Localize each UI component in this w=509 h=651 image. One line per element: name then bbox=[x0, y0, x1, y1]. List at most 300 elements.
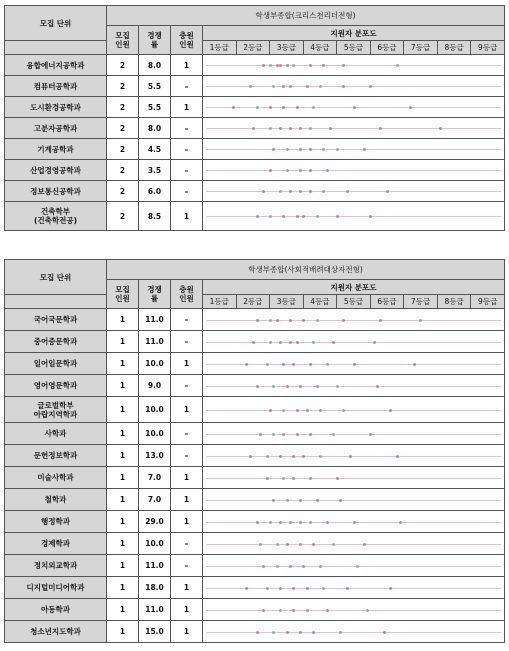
applicant-dot bbox=[373, 341, 376, 344]
ratio-cell: 7.0 bbox=[139, 489, 171, 511]
applicant-dot bbox=[269, 409, 272, 412]
applicant-distribution bbox=[203, 202, 505, 231]
applicant-dot bbox=[269, 319, 272, 322]
grade-header-3: 3등급 bbox=[270, 295, 304, 309]
applicant-dot bbox=[306, 587, 309, 590]
applicant-dot bbox=[299, 127, 302, 130]
extra-cell: 1 bbox=[171, 55, 203, 76]
applicant-dot bbox=[379, 127, 382, 130]
department-name: 컴퓨터공학과 bbox=[5, 76, 107, 97]
applicant-dot bbox=[336, 148, 339, 151]
applicant-dot bbox=[369, 433, 372, 436]
grade-header-4: 4등급 bbox=[303, 295, 337, 309]
grade-header-8: 8등급 bbox=[437, 295, 471, 309]
applicant-dot bbox=[262, 190, 265, 193]
quota-cell: 1 bbox=[107, 423, 139, 445]
applicant-dot bbox=[272, 631, 275, 634]
quota-cell: 1 bbox=[107, 353, 139, 375]
applicant-dot bbox=[292, 64, 295, 67]
applicant-dot bbox=[286, 631, 289, 634]
applicant-dot bbox=[269, 106, 272, 109]
applicant-dot bbox=[249, 85, 252, 88]
quota-cell: 1 bbox=[107, 533, 139, 555]
extra-cell: – bbox=[171, 118, 203, 139]
applicant-dot bbox=[349, 455, 352, 458]
ratio-header bbox=[139, 26, 171, 55]
applicant-dot bbox=[413, 363, 416, 366]
applicant-dot bbox=[282, 215, 285, 218]
applicant-dot bbox=[252, 341, 255, 344]
distribution-header: 지원자 분포도 bbox=[203, 280, 505, 295]
extra-cell: 1 bbox=[171, 202, 203, 231]
extra-cell: – bbox=[171, 160, 203, 181]
table-row bbox=[5, 555, 505, 577]
ratio-cell: 11.0 bbox=[139, 555, 171, 577]
department-name: 문헌정보학과 bbox=[5, 445, 107, 467]
distribution-baseline bbox=[206, 128, 501, 129]
applicant-dot bbox=[299, 385, 302, 388]
applicant-dot bbox=[316, 215, 319, 218]
distribution-baseline bbox=[206, 170, 501, 171]
applicant-dot bbox=[256, 106, 259, 109]
quota-cell: 2 bbox=[107, 202, 139, 231]
applicant-distribution bbox=[203, 309, 505, 331]
applicant-dot bbox=[266, 587, 269, 590]
ratio-cell: 11.0 bbox=[139, 309, 171, 331]
ratio-cell: 9.0 bbox=[139, 375, 171, 397]
department-name: 고분자공학과 bbox=[5, 118, 107, 139]
grade-header-2: 2등급 bbox=[236, 41, 270, 55]
applicant-dot bbox=[289, 190, 292, 193]
applicant-dot bbox=[289, 565, 292, 568]
applicant-dot bbox=[319, 455, 322, 458]
ratio-cell: 11.0 bbox=[139, 599, 171, 621]
unit-header-spacer bbox=[5, 41, 107, 55]
unit-header-spacer bbox=[5, 295, 107, 309]
applicant-dot bbox=[383, 631, 386, 634]
table-row bbox=[5, 139, 505, 160]
applicant-dot bbox=[326, 169, 329, 172]
applicant-dot bbox=[286, 385, 289, 388]
applicant-distribution bbox=[203, 118, 505, 139]
applicant-dot bbox=[282, 433, 285, 436]
grade-header-1: 1등급 bbox=[203, 41, 237, 55]
applicant-dot bbox=[256, 521, 259, 524]
table-row bbox=[5, 423, 505, 445]
applicant-distribution bbox=[203, 467, 505, 489]
applicant-dot bbox=[299, 499, 302, 502]
distribution-baseline bbox=[206, 544, 501, 545]
quota-cell: 1 bbox=[107, 489, 139, 511]
quota-cell: 1 bbox=[107, 445, 139, 467]
quota-cell: 2 bbox=[107, 97, 139, 118]
table-row bbox=[5, 489, 505, 511]
extra-header-label: 충원 인원 bbox=[179, 285, 194, 303]
applicant-dot bbox=[309, 127, 312, 130]
applicant-dot bbox=[319, 409, 322, 412]
quota-cell: 2 bbox=[107, 181, 139, 202]
department-name: 행정학과 bbox=[5, 511, 107, 533]
extra-cell: 1 bbox=[171, 97, 203, 118]
applicant-dot bbox=[353, 521, 356, 524]
ratio-cell: 5.5 bbox=[139, 97, 171, 118]
quota-cell: 1 bbox=[107, 309, 139, 331]
applicant-dot bbox=[369, 215, 372, 218]
applicant-dot bbox=[296, 106, 299, 109]
extra-cell: – bbox=[171, 309, 203, 331]
applicant-dot bbox=[266, 363, 269, 366]
applicant-distribution bbox=[203, 97, 505, 118]
ratio-header bbox=[139, 280, 171, 309]
applicant-distribution bbox=[203, 599, 505, 621]
grade-header-7: 7등급 bbox=[404, 41, 438, 55]
department-name: 정보통신공학과 bbox=[5, 181, 107, 202]
table-row bbox=[5, 76, 505, 97]
applicant-dot bbox=[409, 106, 412, 109]
applicant-dot bbox=[259, 433, 262, 436]
applicant-dot bbox=[356, 565, 359, 568]
extra-header bbox=[171, 280, 203, 309]
ratio-cell: 15.0 bbox=[139, 621, 171, 643]
applicant-dot bbox=[282, 477, 285, 480]
distribution-header: 지원자 분포도 bbox=[203, 26, 505, 41]
extra-cell: 1 bbox=[171, 577, 203, 599]
applicant-dot bbox=[292, 609, 295, 612]
applicant-dot bbox=[249, 455, 252, 458]
extra-cell: 1 bbox=[171, 489, 203, 511]
applicant-dot bbox=[302, 215, 305, 218]
applicant-dot bbox=[299, 169, 302, 172]
applicant-dot bbox=[329, 127, 332, 130]
extra-cell: – bbox=[171, 533, 203, 555]
applicant-dot bbox=[279, 341, 282, 344]
distribution-baseline bbox=[206, 566, 501, 567]
applicant-dot bbox=[353, 363, 356, 366]
applicant-distribution bbox=[203, 375, 505, 397]
department-name: 미술사학과 bbox=[5, 467, 107, 489]
applicant-dot bbox=[322, 148, 325, 151]
applicant-dot bbox=[292, 363, 295, 366]
applicant-dot bbox=[279, 587, 282, 590]
applicant-dot bbox=[309, 190, 312, 193]
ratio-cell: 8.0 bbox=[139, 118, 171, 139]
extra-cell: – bbox=[171, 445, 203, 467]
applicant-dot bbox=[309, 148, 312, 151]
applicant-distribution bbox=[203, 489, 505, 511]
distribution-baseline bbox=[206, 65, 501, 66]
applicant-dot bbox=[252, 127, 255, 130]
ratio-cell: 10.0 bbox=[139, 397, 171, 423]
unit-header: 모집 단위 bbox=[5, 260, 107, 295]
distribution-baseline bbox=[206, 478, 501, 479]
applicant-distribution bbox=[203, 139, 505, 160]
table-row bbox=[5, 353, 505, 375]
extra-cell: – bbox=[171, 181, 203, 202]
applicant-dot bbox=[256, 319, 259, 322]
applicant-dot bbox=[309, 433, 312, 436]
applicant-dot bbox=[299, 631, 302, 634]
unit-header: 모집 단위 bbox=[5, 6, 107, 41]
extra-cell: – bbox=[171, 423, 203, 445]
table-row bbox=[5, 118, 505, 139]
department-name: 국어국문학과 bbox=[5, 309, 107, 331]
applicant-dot bbox=[279, 455, 282, 458]
distribution-baseline bbox=[206, 320, 501, 321]
extra-cell: 1 bbox=[171, 599, 203, 621]
applicant-dot bbox=[289, 319, 292, 322]
ratio-cell: 4.5 bbox=[139, 139, 171, 160]
applicant-dot bbox=[279, 521, 282, 524]
table-title: 학생부종합(사회적배려대상자전형) bbox=[107, 260, 505, 280]
department-name: 청소년지도학과 bbox=[5, 621, 107, 643]
applicant-distribution bbox=[203, 423, 505, 445]
quota-header bbox=[107, 280, 139, 309]
applicant-dot bbox=[336, 385, 339, 388]
applicant-dot bbox=[396, 455, 399, 458]
table-row bbox=[5, 599, 505, 621]
applicant-dot bbox=[309, 363, 312, 366]
applicant-dot bbox=[292, 455, 295, 458]
table-row bbox=[5, 375, 505, 397]
applicant-dot bbox=[279, 127, 282, 130]
ratio-cell: 13.0 bbox=[139, 445, 171, 467]
table-row bbox=[5, 467, 505, 489]
applicant-dot bbox=[286, 169, 289, 172]
grade-header-6: 6등급 bbox=[370, 295, 404, 309]
applicant-dot bbox=[269, 341, 272, 344]
applicant-dot bbox=[289, 341, 292, 344]
quota-header-label: 모집 인원 bbox=[115, 285, 130, 303]
applicant-dot bbox=[399, 521, 402, 524]
applicant-dot bbox=[316, 385, 319, 388]
applicant-dot bbox=[326, 363, 329, 366]
distribution-baseline bbox=[206, 500, 501, 501]
distribution-baseline bbox=[206, 410, 501, 411]
quota-cell: 1 bbox=[107, 467, 139, 489]
applicant-dot bbox=[286, 148, 289, 151]
grade-header-5: 5등급 bbox=[337, 41, 371, 55]
department-name: 정치외교학과 bbox=[5, 555, 107, 577]
applicant-dot bbox=[296, 433, 299, 436]
applicant-dot bbox=[312, 106, 315, 109]
applicant-dot bbox=[266, 477, 269, 480]
applicant-dot bbox=[286, 499, 289, 502]
applicant-dot bbox=[296, 409, 299, 412]
applicant-distribution bbox=[203, 55, 505, 76]
applicant-dot bbox=[262, 64, 265, 67]
applicant-dot bbox=[309, 521, 312, 524]
applicant-dot bbox=[306, 85, 309, 88]
extra-cell: – bbox=[171, 375, 203, 397]
distribution-baseline bbox=[206, 191, 501, 192]
applicant-dot bbox=[386, 190, 389, 193]
applicant-distribution bbox=[203, 577, 505, 599]
department-name: 기계공학과 bbox=[5, 139, 107, 160]
table-row bbox=[5, 621, 505, 643]
applicant-dot bbox=[289, 521, 292, 524]
applicant-dot bbox=[363, 148, 366, 151]
table-title: 학생부종합(크리스천리더전형) bbox=[107, 6, 505, 26]
applicant-distribution bbox=[203, 160, 505, 181]
applicant-dot bbox=[296, 341, 299, 344]
applicant-dot bbox=[322, 64, 325, 67]
grade-header-6: 6등급 bbox=[370, 41, 404, 55]
quota-cell: 2 bbox=[107, 55, 139, 76]
applicant-dot bbox=[276, 565, 279, 568]
applicant-dot bbox=[292, 587, 295, 590]
applicant-dot bbox=[269, 521, 272, 524]
quota-cell: 2 bbox=[107, 118, 139, 139]
distribution-baseline bbox=[206, 632, 501, 633]
applicant-distribution bbox=[203, 621, 505, 643]
applicant-distribution bbox=[203, 181, 505, 202]
applicant-dot bbox=[272, 148, 275, 151]
extra-cell: – bbox=[171, 139, 203, 160]
applicant-distribution bbox=[203, 511, 505, 533]
quota-cell: 1 bbox=[107, 599, 139, 621]
quota-cell: 1 bbox=[107, 331, 139, 353]
quota-cell: 1 bbox=[107, 577, 139, 599]
table-row bbox=[5, 331, 505, 353]
applicant-distribution bbox=[203, 533, 505, 555]
applicant-dot bbox=[299, 543, 302, 546]
applicant-dot bbox=[289, 85, 292, 88]
applicant-dot bbox=[272, 499, 275, 502]
grade-header-5: 5등급 bbox=[337, 295, 371, 309]
department-name: 사학과 bbox=[5, 423, 107, 445]
quota-cell: 2 bbox=[107, 160, 139, 181]
applicant-dot bbox=[279, 609, 282, 612]
department-name: 디지털미디어학과 bbox=[5, 577, 107, 599]
ratio-cell: 10.0 bbox=[139, 353, 171, 375]
applicant-dot bbox=[256, 215, 259, 218]
admission-table-social-consideration bbox=[4, 259, 505, 643]
applicant-distribution bbox=[203, 331, 505, 353]
department-name: 중어중문학과 bbox=[5, 331, 107, 353]
applicant-dot bbox=[282, 409, 285, 412]
quota-cell: 1 bbox=[107, 511, 139, 533]
ratio-cell: 7.0 bbox=[139, 467, 171, 489]
applicant-dot bbox=[282, 85, 285, 88]
applicant-dot bbox=[309, 477, 312, 480]
applicant-dot bbox=[299, 521, 302, 524]
applicant-dot bbox=[269, 127, 272, 130]
quota-cell: 1 bbox=[107, 555, 139, 577]
ratio-cell: 8.0 bbox=[139, 55, 171, 76]
applicant-dot bbox=[339, 499, 342, 502]
table-row bbox=[5, 397, 505, 423]
quota-cell: 2 bbox=[107, 76, 139, 97]
applicant-dot bbox=[276, 319, 279, 322]
department-name: 영어영문학과 bbox=[5, 375, 107, 397]
applicant-dot bbox=[316, 319, 319, 322]
table-row bbox=[5, 181, 505, 202]
applicant-dot bbox=[276, 543, 279, 546]
distribution-baseline bbox=[206, 386, 501, 387]
table-row bbox=[5, 55, 505, 76]
applicant-dot bbox=[389, 409, 392, 412]
grade-header-8: 8등급 bbox=[437, 41, 471, 55]
applicant-dot bbox=[396, 64, 399, 67]
quota-header bbox=[107, 26, 139, 55]
applicant-dot bbox=[269, 215, 272, 218]
applicant-dot bbox=[256, 385, 259, 388]
table-row bbox=[5, 97, 505, 118]
ratio-cell: 29.0 bbox=[139, 511, 171, 533]
applicant-distribution bbox=[203, 397, 505, 423]
table-row bbox=[5, 160, 505, 181]
grade-header-4: 4등급 bbox=[303, 41, 337, 55]
department-name: 산업경영공학과 bbox=[5, 160, 107, 181]
grade-header-3: 3등급 bbox=[270, 41, 304, 55]
ratio-header-label: 경쟁 률 bbox=[147, 285, 162, 303]
admission-table-christian-leader bbox=[4, 5, 505, 231]
department-name: 융합에너지공학과 bbox=[5, 55, 107, 76]
ratio-cell: 8.5 bbox=[139, 202, 171, 231]
extra-cell: – bbox=[171, 331, 203, 353]
applicant-dot bbox=[286, 543, 289, 546]
applicant-dot bbox=[353, 106, 356, 109]
applicant-dot bbox=[326, 521, 329, 524]
extra-cell: 1 bbox=[171, 397, 203, 423]
applicant-dot bbox=[302, 565, 305, 568]
extra-cell: 1 bbox=[171, 621, 203, 643]
department-name: 철학과 bbox=[5, 489, 107, 511]
distribution-baseline bbox=[206, 588, 501, 589]
applicant-dot bbox=[389, 587, 392, 590]
ratio-cell: 18.0 bbox=[139, 577, 171, 599]
applicant-dot bbox=[269, 169, 272, 172]
applicant-dot bbox=[266, 455, 269, 458]
applicant-dot bbox=[363, 543, 366, 546]
applicant-dot bbox=[269, 64, 272, 67]
department-name: 글로벌학부 아랍지역학과 bbox=[5, 397, 107, 423]
applicant-dot bbox=[339, 631, 342, 634]
applicant-dot bbox=[272, 385, 275, 388]
applicant-dot bbox=[319, 85, 322, 88]
applicant-dot bbox=[319, 565, 322, 568]
grade-header-9: 9등급 bbox=[471, 41, 505, 55]
distribution-baseline bbox=[206, 342, 501, 343]
department-name: 경제학과 bbox=[5, 533, 107, 555]
applicant-dot bbox=[322, 190, 325, 193]
distribution-baseline bbox=[206, 434, 501, 435]
distribution-baseline bbox=[206, 216, 501, 217]
quota-header-label: 모집 인원 bbox=[115, 31, 130, 49]
extra-cell: 1 bbox=[171, 511, 203, 533]
applicant-dot bbox=[282, 106, 285, 109]
grade-header-2: 2등급 bbox=[236, 295, 270, 309]
ratio-cell: 5.5 bbox=[139, 76, 171, 97]
applicant-dot bbox=[346, 190, 349, 193]
ratio-cell: 10.0 bbox=[139, 533, 171, 555]
table-row bbox=[5, 309, 505, 331]
applicant-dot bbox=[296, 215, 299, 218]
applicant-dot bbox=[306, 409, 309, 412]
ratio-cell: 6.0 bbox=[139, 181, 171, 202]
grade-header-1: 1등급 bbox=[203, 295, 237, 309]
applicant-dot bbox=[279, 64, 282, 67]
applicant-dot bbox=[299, 190, 302, 193]
department-name: 아동학과 bbox=[5, 599, 107, 621]
ratio-cell: 3.5 bbox=[139, 160, 171, 181]
department-name: 도시환경공학과 bbox=[5, 97, 107, 118]
applicant-dot bbox=[379, 319, 382, 322]
table-row bbox=[5, 445, 505, 467]
extra-cell: 1 bbox=[171, 467, 203, 489]
applicant-dot bbox=[286, 64, 289, 67]
applicant-distribution bbox=[203, 555, 505, 577]
